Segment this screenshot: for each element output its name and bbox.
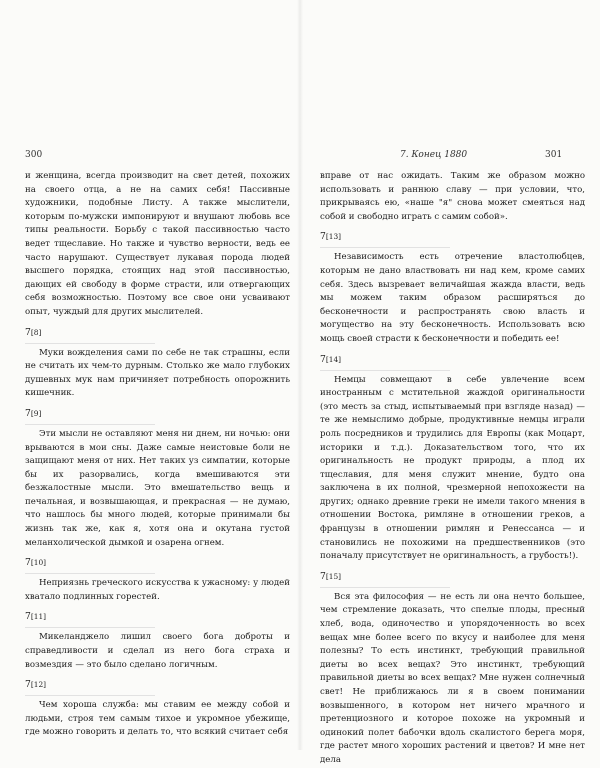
section-number <box>25 326 290 339</box>
left-page-number: 300 <box>25 150 43 160</box>
section-chapter: 7 <box>25 326 31 338</box>
right-page <box>320 170 585 768</box>
paragraph: вправе от нас ожидать. Таким же образом можно использовать и раннюю славу — при условии, что, прикрываясь ею, «наше "я" снова может смеяться над собой и свободно играть с самим собой». <box>320 171 585 222</box>
section-chapter: 7 <box>320 353 326 365</box>
left-page-text <box>25 170 290 740</box>
section-fragment: [9] <box>30 408 42 418</box>
paragraph: Чем хороша служба: мы ставим ее между собой и людьми, строя тем самым тихое и укромное убежище, где можно говорить и делать то, что всякий считает себя <box>25 700 290 738</box>
paragraph: Микеланджело лишил своего бога доброты и справедливости и сделал из него бога страха и возмездия — это было сделано логичным. <box>25 632 290 670</box>
running-title: 7. Конец 1880 <box>400 150 468 160</box>
section-fragment: [13] <box>325 232 342 242</box>
section-chapter: 7 <box>320 231 326 243</box>
paragraph: Немцы совмещают в себе увлечение всем иностранным с мстительной жаждой оригинальности (это месть за стыд, испытываемый при взгляде назад) — те же немыслимо добрые, продуктивные немцы играли роль посредников и трудились для Европы (как Моцарт, историки и т.д.). Доказательством того, что их оригинальность не продукт природы, а плод их тщеславия, для меня служит мнение, будто она заключена в их полной, чрезмерной непохожести на других; однако древние греки не имели такого мнения в отношении Востока, римляне в отношении греков, а французы в отношении римлян и Ренессанса — и становились не похожими на предшественников (это поначалу присутствует не оригинальность, а грубость!). <box>320 374 585 562</box>
paragraph: Муки вожделения сами по себе не так страшны, если не считать их чем-то дурным. Столько же мало глубоких душевных мук нам причиняет потребность опорожнить кишечник. <box>25 347 290 399</box>
section-fragment: [8] <box>30 327 42 337</box>
right-page-text <box>320 170 585 768</box>
section-number <box>320 570 585 583</box>
section-rule <box>25 424 155 425</box>
book-gutter <box>297 0 303 750</box>
section-chapter: 7 <box>25 407 31 419</box>
section-rule <box>25 343 155 344</box>
section-fragment: [10] <box>30 558 47 568</box>
section-fragment: [12] <box>30 680 47 690</box>
section-rule <box>320 247 450 248</box>
section-chapter: 7 <box>320 570 326 582</box>
paragraph: Эти мысли не оставляют меня ни днем, ни ночью: они врываются в мои сны. Даже самые неистовые боли не защищают меня от них. Нет таких уз симпатии, которые бы их разорвались, когда вмешиваются эти безжалостные мысли. Это вмешательство вещь и печальная, и возвышающая, и прекрасная — не думаю, что нашлось бы много людей, которые принимали бы жизнь так же, как я, хотя она и окутана густой меланхолической дымкой и озарена огнем. <box>25 428 290 548</box>
section-rule <box>25 695 155 696</box>
section-fragment: [11] <box>30 612 47 622</box>
section-number <box>320 230 585 243</box>
paragraph: и женщина, всегда производит на свет детей, похожих на своего отца, а не на самих себя! Пассивные художники, подобные Листу. А также мыслители, которым по-мужски импонируют и внушают любовь все типы реальности. Борьбу с такой пассивностью часто ведет тщеславие. Но также и чувство верности, ведь ее часто нарушают. Существует лукавая порода людей высшего порядка, стоящих над этой пассивностью, дающих ей свободу в форме страсти, или отвергающих себя возможностью. Поэтому все свое они усваивают опыт, чуждый для других мыслителей. <box>25 171 290 317</box>
paragraph: Неприязнь греческого искусства к ужасному: у людей хватало подлинных горестей. <box>25 578 290 602</box>
section-number <box>25 407 290 420</box>
section-rule <box>25 573 155 574</box>
section-number <box>320 353 585 366</box>
section-chapter: 7 <box>25 557 31 569</box>
section-fragment: [14] <box>325 354 342 364</box>
right-page-number: 301 <box>545 150 563 160</box>
section-number <box>25 556 290 569</box>
left-page <box>25 170 290 740</box>
section-chapter: 7 <box>25 679 31 691</box>
section-number <box>25 610 290 623</box>
section-fragment: [15] <box>325 571 342 581</box>
section-rule <box>25 627 155 628</box>
paragraph: Независимость есть отречение властолюбцев, которым не дано властвовать ни над кем, кроме самих себя. Здесь вызревает величайшая жажда власти, ведь мы можем таким образом расширяться до бесконечности и распространять свою власть и могущество на эту бесконечность. Использовать всю мощь своей страсти к бесконечности и победить ее! <box>320 252 585 344</box>
section-rule <box>320 370 450 371</box>
paragraph: Вся эта философия — не есть ли она нечто большее, чем стремление доказать, что спелые плоды, пресный хлеб, вода, одиночество и упорядоченность во всех вещах мне более всего по вкусу и наиболее для меня полезны? То есть инстинкт, требующий правильной диеты во всех вещах? Это инстинкт, требующий правильной диеты во всех вещах? Мне нужен солнечный свет! Не приближаюсь ли я в своем понимании возвышенного, в котором нет ничего мрачного и претенциозного и которое похоже на укромный и одинокий полет бабочки вдоль скалистого берега моря, где растет много хороших растений и цветов? И мне нет дела <box>320 591 585 765</box>
section-chapter: 7 <box>25 611 31 623</box>
section-rule <box>320 587 450 588</box>
section-number <box>25 678 290 691</box>
